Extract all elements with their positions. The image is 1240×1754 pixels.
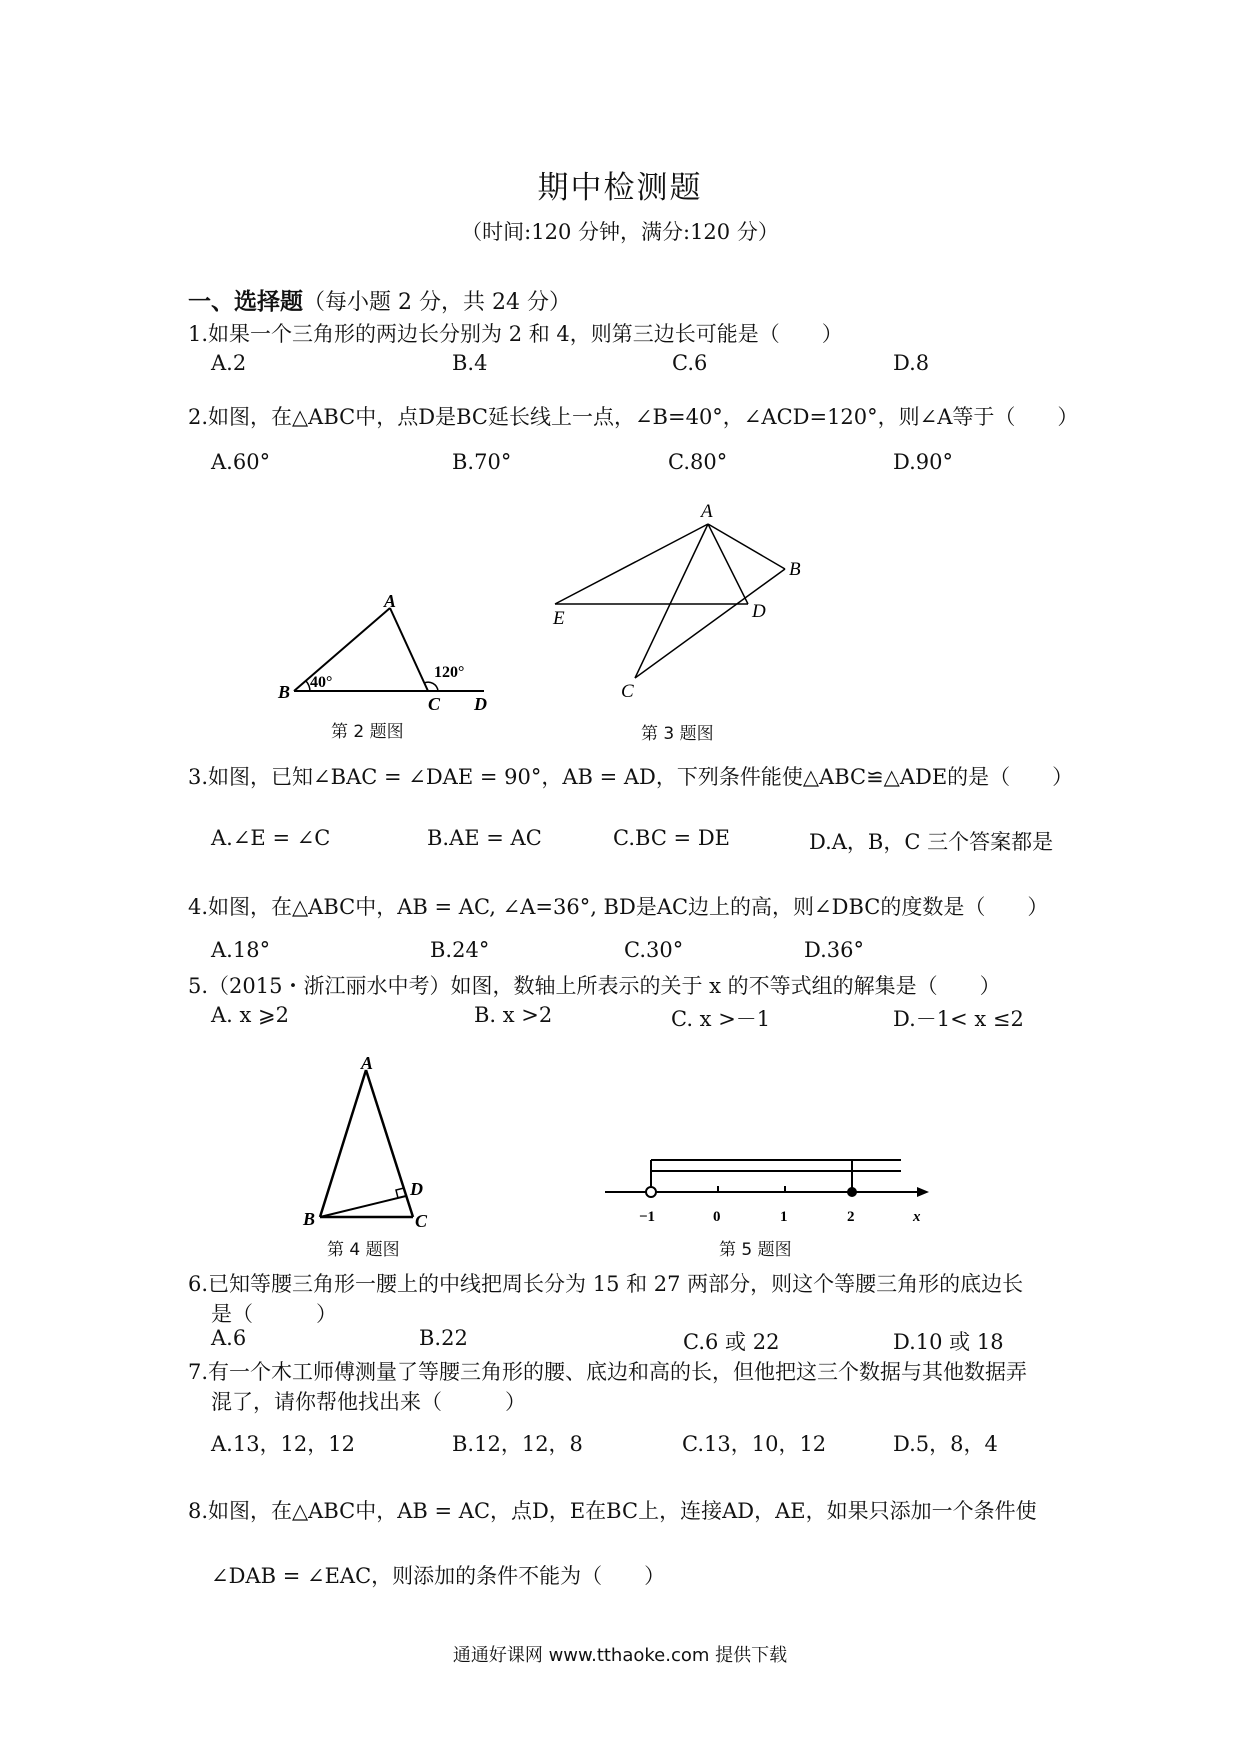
q2-option-c: C.80° xyxy=(668,450,728,474)
q5-option-d: D.－1< x ≤2 xyxy=(893,1007,1024,1031)
fig5-tick-1: 1 xyxy=(780,1209,788,1225)
q4-option-b: B.24° xyxy=(430,938,490,962)
question-6-line-2: 是（ ） xyxy=(211,1302,337,1326)
q4-option-a: A.18° xyxy=(211,938,271,962)
q5-option-a: A. x ⩾2 xyxy=(211,1003,289,1027)
question-6-line-1: 6.已知等腰三角形一腰上的中线把周长分为 15 和 27 两部分，则这个等腰三角形的底边长 xyxy=(188,1272,1024,1296)
figure-3-caption: 第 3 题图 xyxy=(641,724,714,744)
footer-text: 通通好课网 www.tthaoke.com 提供下载 xyxy=(452,1645,788,1666)
figure-4-triangle xyxy=(295,1055,445,1235)
question-7-line-2: 混了，请你帮他找出来（ ） xyxy=(211,1390,526,1414)
q7-option-d: D.5，8，4 xyxy=(893,1432,998,1456)
section-heading xyxy=(188,283,571,316)
fig4-label-a: A xyxy=(361,1055,374,1073)
fig4-label-c: C xyxy=(415,1211,428,1231)
question-3: 3.如图，已知∠BAC = ∠DAE = 90°，AB = AD，下列条件能使△ABC≌△ADE的是（ ） xyxy=(188,765,1074,789)
q1-option-a: A.2 xyxy=(211,351,247,375)
q4-option-c: C.30° xyxy=(624,938,684,962)
figure-4-caption: 第 4 题图 xyxy=(327,1240,400,1260)
figure-2-triangle xyxy=(270,585,500,715)
q1-option-b: B.4 xyxy=(452,351,488,375)
question-8-line-2: ∠DAB = ∠EAC，则添加的条件不能为（ ） xyxy=(211,1564,666,1588)
fig5-tick-neg1: −1 xyxy=(639,1209,656,1225)
figure-5-number-line xyxy=(595,1145,935,1225)
section-heading-note: （每小题 2 分，共 24 分） xyxy=(303,290,571,315)
q3-option-d: D.A，B，C 三个答案都是 xyxy=(809,830,1054,854)
fig3-label-c: C xyxy=(621,681,634,702)
question-4: 4.如图，在△ABC中，AB = AC, ∠A=36°, BD是AC边上的高，则∠DBC的度数是（ ） xyxy=(188,895,1049,919)
figure-2-caption: 第 2 题图 xyxy=(331,722,404,742)
q6-option-d: D.10 或 18 xyxy=(893,1330,1004,1354)
fig3-label-a: A xyxy=(701,501,713,522)
q2-option-b: B.70° xyxy=(452,450,512,474)
fig2-angle-b: 40° xyxy=(310,674,333,691)
fig5-tick-2: 2 xyxy=(847,1209,855,1225)
q7-option-c: C.13，10，12 xyxy=(682,1432,827,1456)
q6-option-a: A.6 xyxy=(211,1326,247,1350)
q1-option-c: C.6 xyxy=(672,351,708,375)
question-1: 1.如果一个三角形的两边长分别为 2 和 4，则第三边长可能是（ ） xyxy=(188,322,843,346)
question-7-line-1: 7.有一个木工师傅测量了等腰三角形的腰、底边和高的长，但他把这三个数据与其他数据弄 xyxy=(188,1360,1028,1384)
page-subtitle: （时间:120 分钟，满分:120 分） xyxy=(461,220,779,244)
q7-option-b: B.12，12，8 xyxy=(452,1432,583,1456)
fig2-angle-c: 120° xyxy=(434,664,465,681)
question-5: 5.（2015・浙江丽水中考）如图，数轴上所表示的关于 x 的不等式组的解集是（ ） xyxy=(188,974,1001,998)
figure-3-triangles xyxy=(545,500,815,710)
q2-option-d: D.90° xyxy=(893,450,953,474)
q1-option-d: D.8 xyxy=(893,351,930,375)
q7-option-a: A.13，12，12 xyxy=(211,1432,356,1456)
q5-option-b: B. x >2 xyxy=(474,1003,553,1027)
fig3-label-b: B xyxy=(789,559,801,580)
q2-option-a: A.60° xyxy=(211,450,271,474)
q6-option-c: C.6 或 22 xyxy=(683,1330,780,1354)
fig2-label-d: D xyxy=(474,694,487,714)
q4-option-d: D.36° xyxy=(804,938,864,962)
question-8-line-1: 8.如图，在△ABC中，AB = AC，点D，E在BC上，连接AD，AE，如果只添加一个条件使 xyxy=(188,1499,1037,1523)
fig4-label-d: D xyxy=(410,1179,423,1199)
fig4-label-b: B xyxy=(303,1209,316,1229)
fig3-label-d: D xyxy=(752,601,766,622)
fig5-axis-label: x xyxy=(913,1209,921,1225)
q3-option-b: B.AE = AC xyxy=(427,826,542,850)
q3-option-a: A.∠E = ∠C xyxy=(211,826,331,850)
fig2-label-c: C xyxy=(428,694,441,714)
q5-option-c: C. x >－1 xyxy=(671,1007,771,1031)
fig2-label-a: A xyxy=(384,591,397,611)
section-heading-label: 一、选择题 xyxy=(188,288,303,315)
fig5-tick-0: 0 xyxy=(713,1209,721,1225)
figure-5-caption: 第 5 题图 xyxy=(719,1240,792,1260)
fig3-label-e: E xyxy=(553,608,565,629)
q3-option-c: C.BC = DE xyxy=(613,826,730,850)
fig2-label-b: B xyxy=(278,682,291,702)
q6-option-b: B.22 xyxy=(419,1326,468,1350)
page-title: 期中检测题 xyxy=(537,170,703,206)
question-2: 2.如图，在△ABC中，点D是BC延长线上一点，∠B=40°，∠ACD=120°，则∠A等于（ ） xyxy=(188,405,1079,429)
